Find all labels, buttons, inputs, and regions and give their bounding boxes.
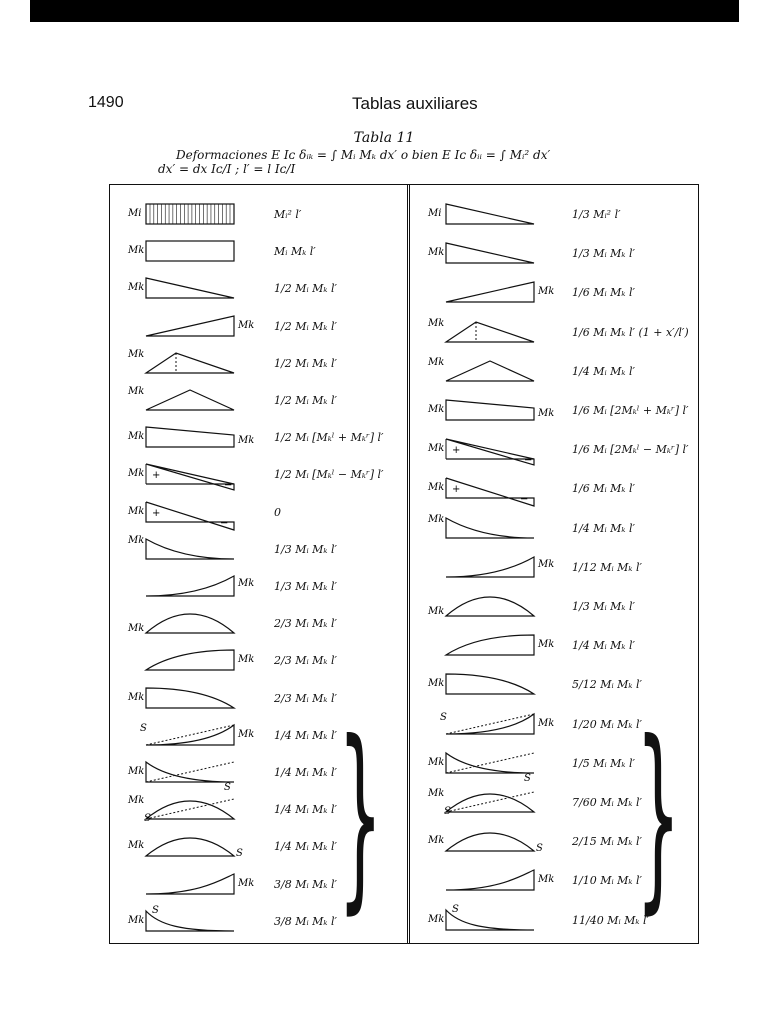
integral-formula: 1/12 Mᵢ Mₖ l′	[572, 560, 642, 574]
svg-text:Mk: Mk	[128, 914, 145, 926]
integral-formula: 3/8 Mᵢ Mₖ l′	[274, 877, 337, 891]
moment-diagram	[126, 382, 266, 420]
table-row	[126, 233, 406, 271]
moment-diagram	[426, 510, 566, 548]
moment-diagram	[126, 605, 266, 643]
integral-formula: 1/3 Mᵢ Mₖ l′	[572, 600, 635, 613]
svg-text:Mk: Mk	[538, 286, 555, 298]
moment-diagram	[426, 470, 566, 508]
svg-text:Mk: Mk	[428, 443, 445, 455]
moment-diagram	[426, 745, 566, 783]
svg-text:Mk: Mk	[428, 835, 445, 847]
svg-text:Mk: Mk	[128, 245, 145, 257]
left-bracket: }	[338, 699, 383, 932]
svg-text:Mi: Mi	[428, 208, 442, 219]
moment-diagram	[126, 345, 266, 383]
integral-formula: 1/2 Mᵢ Mₖ l′	[274, 394, 337, 407]
svg-text:Mk: Mk	[128, 386, 145, 397]
table-row	[426, 274, 696, 312]
svg-text:Mk: Mk	[538, 717, 555, 729]
svg-text:+: +	[152, 470, 161, 482]
moment-diagram	[426, 431, 566, 469]
moment-diagram	[426, 314, 566, 352]
moment-diagram	[126, 419, 266, 457]
svg-text:S: S	[144, 813, 151, 825]
svg-text:Mk: Mk	[128, 795, 145, 807]
svg-text:Mk: Mk	[428, 404, 445, 415]
integral-formula: 1/2 Mᵢ Mₖ l′	[274, 282, 337, 296]
integral-formula: 3/8 Mᵢ Mₖ l′	[274, 914, 337, 928]
top-black-bar	[30, 0, 739, 22]
integral-formula: 2/3 Mᵢ Mₖ l′	[274, 654, 337, 668]
svg-text:Mk: Mk	[428, 788, 445, 799]
running-title: Tablas auxiliares	[352, 94, 478, 113]
integral-formula: 1/4 Mᵢ Mₖ l′	[274, 766, 337, 779]
svg-text:S: S	[536, 843, 543, 855]
integral-formula: 1/2 Mᵢ Mₖ l′	[274, 356, 337, 370]
integral-formula: 1/2 Mᵢ [Mₖˡ + Mₖʳ] l′	[274, 431, 384, 445]
integral-formula: 1/4 Mᵢ Mₖ l′	[274, 803, 337, 817]
integral-formula: 0	[274, 505, 281, 519]
integral-formula: 1/2 Mᵢ [Mₖˡ − Mₖʳ] l′	[274, 468, 384, 482]
moment-diagram	[426, 196, 566, 234]
svg-text:Mk: Mk	[238, 435, 255, 447]
table-row	[426, 431, 696, 469]
svg-text:Mk: Mk	[238, 877, 255, 889]
svg-text:Mk: Mk	[428, 513, 445, 525]
svg-text:S: S	[236, 848, 243, 860]
moment-diagram	[426, 235, 566, 273]
integral-formula: 2/3 Mᵢ Mₖ l′	[274, 617, 337, 631]
integral-formula: 5/12 Mᵢ Mₖ l′	[572, 678, 642, 692]
svg-text:Mk: Mk	[128, 468, 145, 480]
svg-text:S: S	[224, 782, 231, 793]
integral-formula: 1/4 Mᵢ Mₖ l′	[274, 728, 337, 742]
svg-text:Mk: Mk	[128, 766, 145, 777]
moment-diagram	[126, 456, 266, 494]
svg-text:Mk: Mk	[428, 678, 445, 690]
moment-diagram	[426, 392, 566, 430]
moment-diagram	[426, 549, 566, 587]
svg-text:Mk: Mk	[428, 317, 445, 329]
svg-text:S: S	[440, 711, 447, 723]
table-title: Tabla 11	[353, 130, 415, 146]
svg-text:Mk: Mk	[128, 840, 145, 852]
column-divider	[407, 184, 410, 944]
integral-formula: 2/15 Mᵢ Mₖ l′	[572, 835, 642, 849]
moment-diagram	[426, 666, 566, 704]
svg-text:Mk: Mk	[538, 408, 555, 419]
table-row	[126, 308, 406, 346]
table-row	[426, 549, 696, 587]
svg-text:S: S	[524, 772, 531, 784]
integral-formula: Mᵢ Mₖ l′	[274, 245, 316, 259]
svg-text:Mk: Mk	[238, 319, 255, 331]
svg-text:Mk: Mk	[128, 348, 145, 360]
moment-diagram	[426, 627, 566, 665]
svg-text:−: −	[520, 494, 529, 506]
svg-text:Mk: Mk	[128, 623, 145, 635]
moment-diagram	[426, 784, 566, 822]
svg-text:+: +	[452, 445, 461, 457]
table-row	[126, 382, 406, 420]
svg-text:S: S	[152, 904, 159, 916]
svg-text:Mk: Mk	[428, 913, 445, 925]
moment-diagram	[126, 233, 266, 271]
formula-line-2: dx′ = dx Iᴄ/I ; l′ = l Iᴄ/I	[158, 162, 296, 176]
page-number: 1490	[88, 94, 124, 111]
svg-text:S: S	[444, 806, 451, 817]
svg-text:Mk: Mk	[428, 356, 445, 368]
table-row	[426, 510, 696, 548]
moment-diagram	[426, 862, 566, 900]
svg-text:Mk: Mk	[428, 606, 445, 617]
moment-diagram	[126, 196, 266, 234]
table-row	[426, 196, 696, 234]
svg-text:Mk: Mk	[128, 431, 145, 443]
moment-diagram	[426, 588, 566, 626]
table-row	[126, 456, 406, 494]
integral-formula: 7/60 Mᵢ Mₖ l′	[572, 796, 642, 809]
svg-text:Mk: Mk	[428, 247, 445, 259]
moment-diagram	[126, 680, 266, 718]
integral-formula: Mᵢ² l′	[274, 208, 302, 221]
table-row	[126, 605, 406, 643]
svg-text:Mi: Mi	[128, 208, 142, 219]
table-row	[126, 196, 406, 234]
svg-text:Mk: Mk	[128, 691, 145, 703]
svg-text:−: −	[220, 517, 229, 529]
integral-formula: 1/4 Mᵢ Mₖ l′	[274, 840, 337, 854]
integral-formula: 1/6 Mᵢ Mₖ l′	[572, 482, 635, 496]
moment-diagram	[126, 494, 266, 532]
svg-text:Mk: Mk	[538, 639, 555, 651]
integral-formula: 1/6 Mᵢ Mₖ l′	[572, 286, 635, 300]
integral-formula: 1/3 Mᵢ Mₖ l′	[572, 247, 635, 261]
moment-diagram	[126, 754, 266, 792]
integral-formula: 1/3 Mᵢ Mₖ l′	[274, 580, 337, 593]
moment-diagram	[426, 902, 566, 940]
integral-formula: 1/4 Mᵢ Mₖ l′	[572, 364, 635, 378]
integral-formula: 1/4 Mᵢ Mₖ l′	[572, 639, 635, 653]
integral-formula: 2/3 Mᵢ Mₖ l′	[274, 691, 337, 705]
svg-text:Mk: Mk	[238, 654, 255, 666]
table-row	[426, 627, 696, 665]
moment-diagram	[126, 791, 266, 829]
svg-text:+: +	[152, 507, 161, 519]
svg-text:−: −	[224, 480, 233, 492]
moment-diagram	[126, 828, 266, 866]
svg-text:Mk: Mk	[238, 728, 255, 740]
moment-diagram	[426, 353, 566, 391]
integral-formula: 11/40 Mᵢ Mₖ l′	[572, 913, 649, 927]
svg-text:Mk: Mk	[128, 282, 145, 294]
integral-formula: 1/3 Mᵢ² l′	[572, 208, 621, 221]
svg-text:Mk: Mk	[428, 756, 445, 768]
svg-text:−: −	[524, 455, 533, 467]
moment-diagram	[426, 823, 566, 861]
svg-text:Mk: Mk	[128, 505, 145, 517]
moment-diagram	[126, 270, 266, 308]
table-row	[126, 568, 406, 606]
table-row	[426, 588, 696, 626]
integral-formula: 1/3 Mᵢ Mₖ l′	[274, 542, 337, 556]
table-row	[426, 353, 696, 391]
integral-formula: 1/5 Mᵢ Mₖ l′	[572, 756, 635, 770]
table-row	[426, 235, 696, 273]
svg-text:Mk: Mk	[538, 874, 555, 886]
moment-diagram	[126, 308, 266, 346]
table-row	[426, 392, 696, 430]
svg-text:+: +	[452, 484, 461, 496]
svg-text:Mk: Mk	[538, 558, 555, 570]
integral-formula: 1/10 Mᵢ Mₖ l′	[572, 874, 642, 888]
moment-diagram	[126, 642, 266, 680]
table-row	[126, 531, 406, 569]
integral-formula: 1/4 Mᵢ Mₖ l′	[572, 521, 635, 535]
table-row	[126, 419, 406, 457]
right-bracket: }	[636, 699, 681, 932]
integral-formula: 1/6 Mᵢ Mₖ l′ (1 + x′/l′)	[572, 325, 689, 339]
moment-diagram	[126, 903, 266, 941]
svg-text:S: S	[452, 903, 459, 915]
svg-text:Mk: Mk	[238, 578, 255, 589]
integral-formula: 1/20 Mᵢ Mₖ l′	[572, 717, 642, 731]
moment-diagram	[126, 717, 266, 755]
table-row	[426, 314, 696, 352]
formula-line-1: Deformaciones E Iᴄ δᵢₖ = ∫ Mᵢ Mₖ dx′ o bien E Iᴄ δᵢᵢ = ∫ Mᵢ² dx′	[176, 148, 551, 162]
integral-formula: 1/6 Mᵢ [2Mₖˡ + Mₖʳ] l′	[572, 404, 689, 417]
table-row	[426, 470, 696, 508]
integral-formula: 1/6 Mᵢ [2Mₖˡ − Mₖʳ] l′	[572, 443, 689, 457]
moment-diagram	[426, 706, 566, 744]
table-row	[126, 642, 406, 680]
moment-diagram	[126, 568, 266, 606]
svg-text:Mk: Mk	[428, 482, 445, 494]
moment-diagram	[126, 531, 266, 569]
table-row	[126, 494, 406, 532]
svg-text:S: S	[140, 722, 147, 734]
moment-diagram	[426, 274, 566, 312]
table-row	[126, 270, 406, 308]
moment-diagram	[126, 866, 266, 904]
table-row	[126, 345, 406, 383]
svg-text:Mk: Mk	[128, 534, 145, 546]
integral-formula: 1/2 Mᵢ Mₖ l′	[274, 319, 337, 333]
